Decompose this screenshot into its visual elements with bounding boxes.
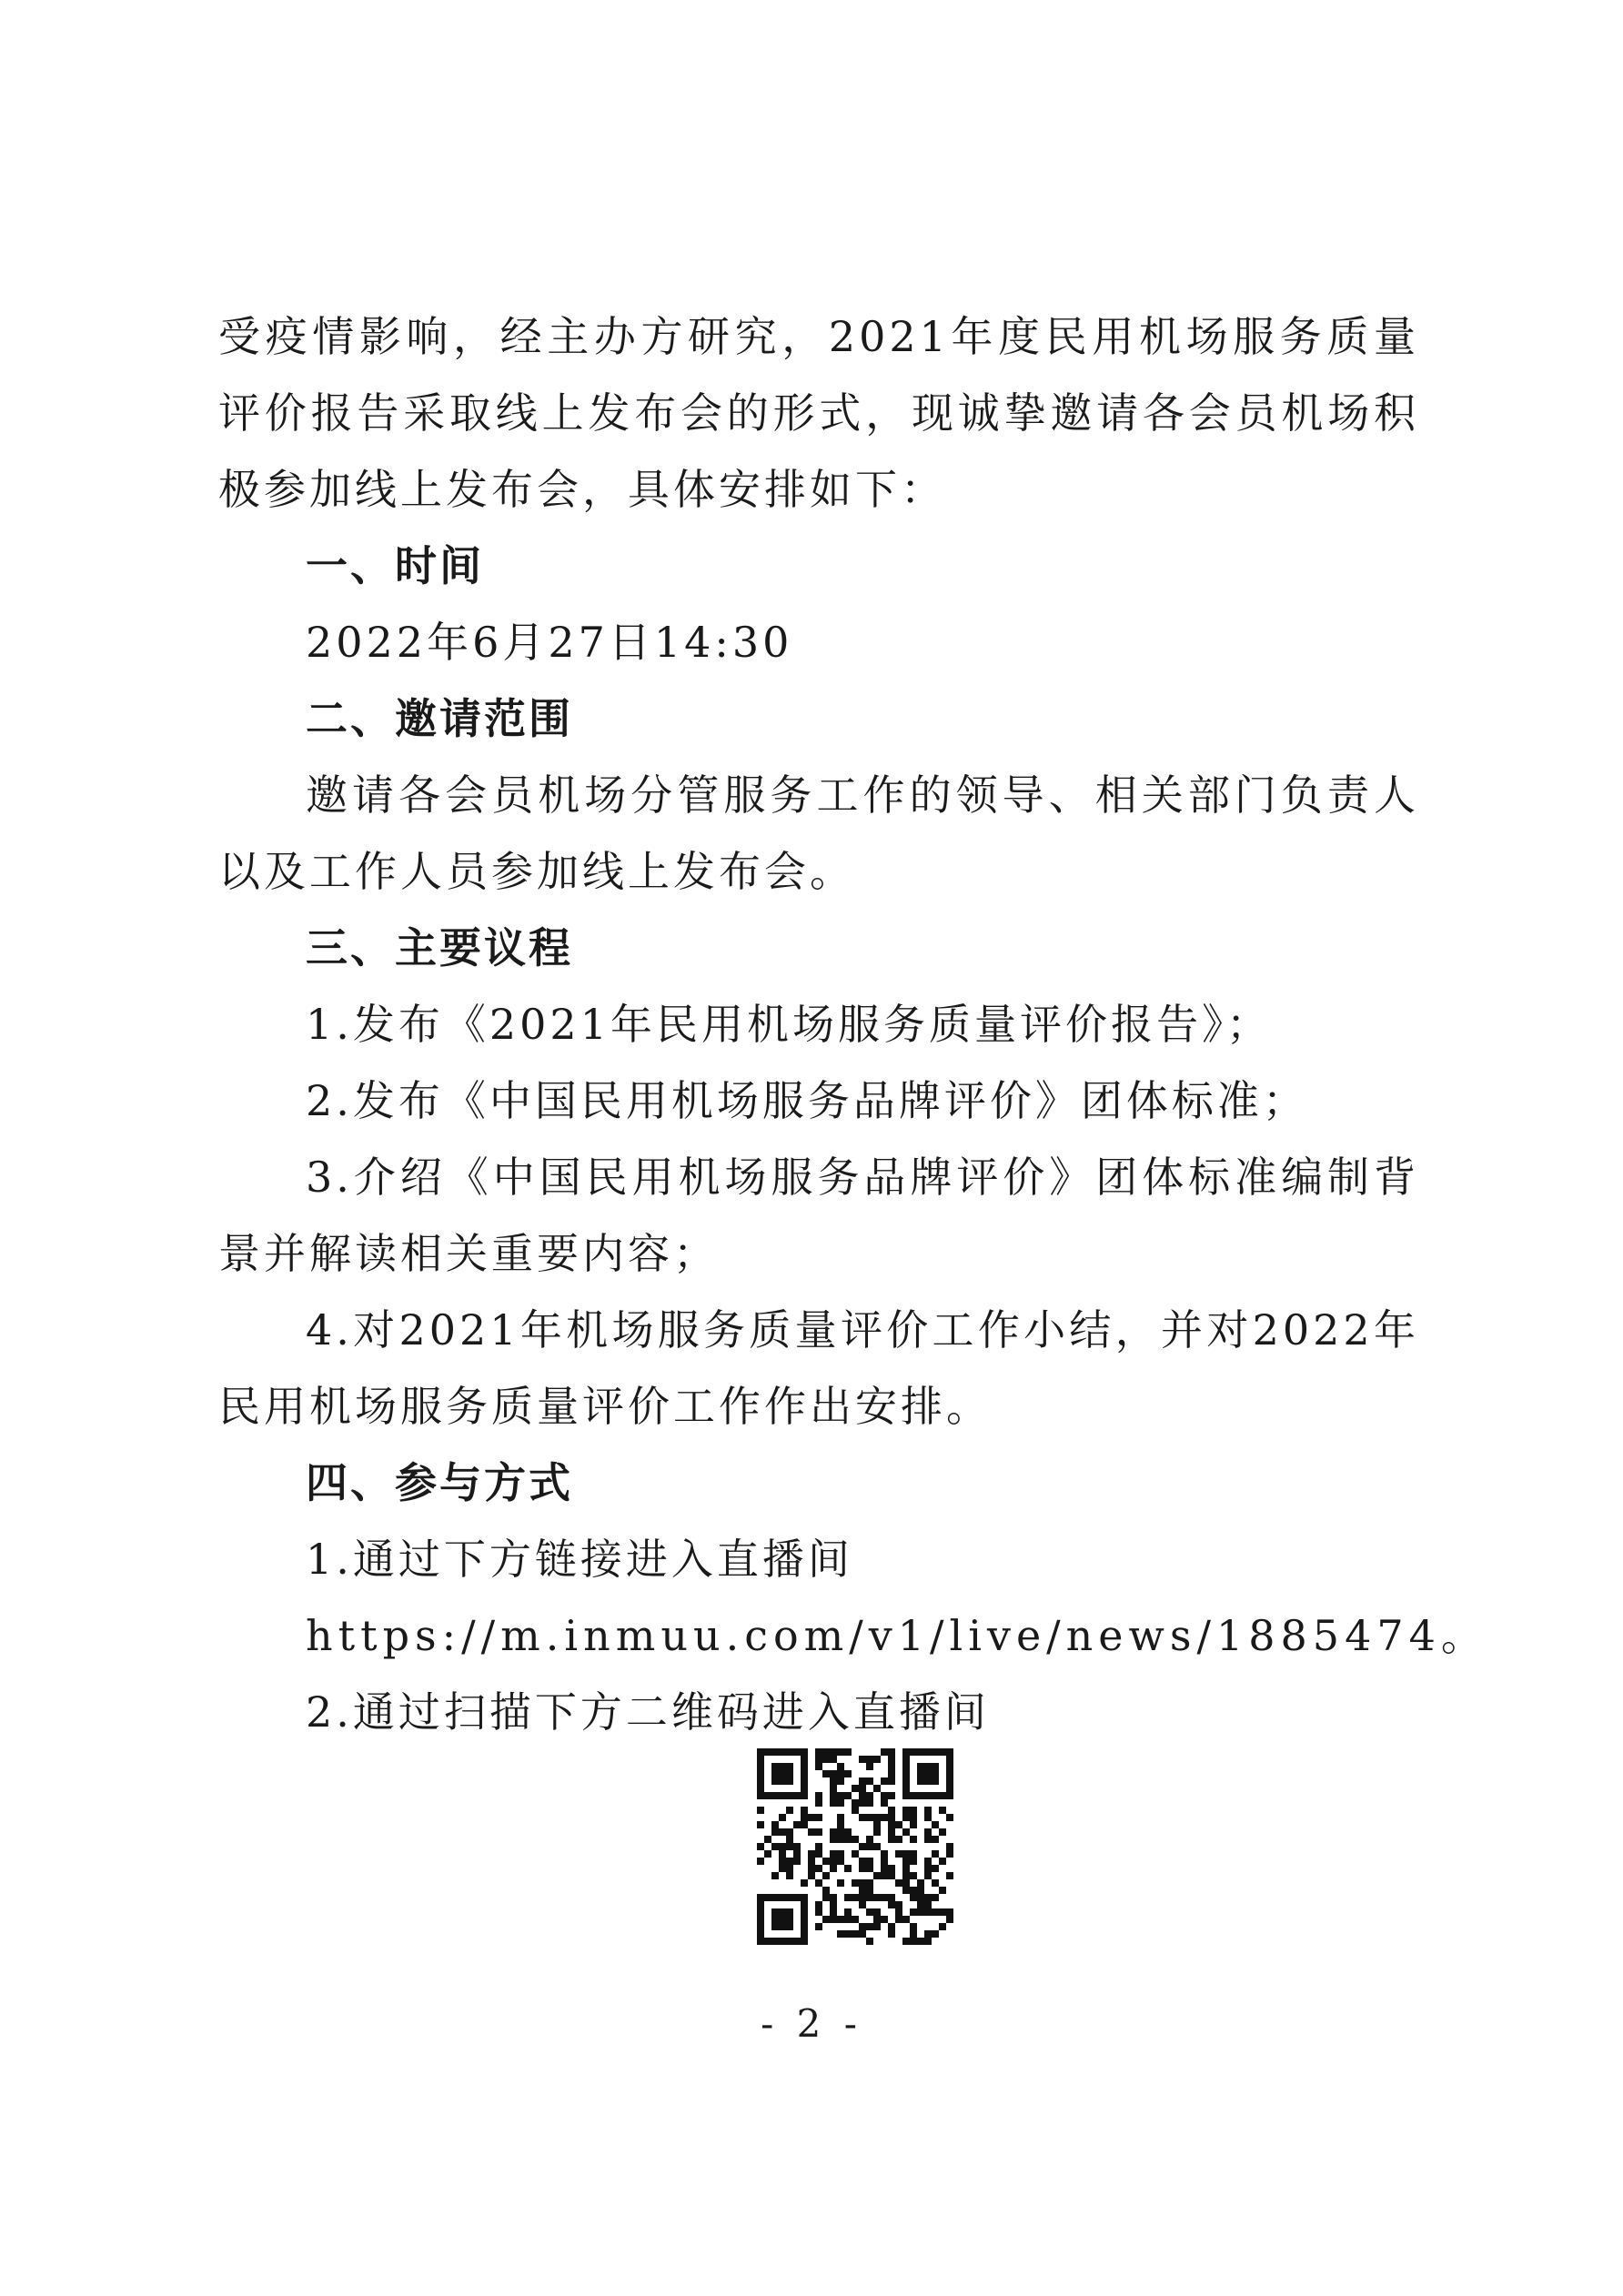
method-item-2: 2.通过扫描下方二维码进入直播间 [306, 1687, 990, 1737]
section-text-time: 2022年6月27日14:30 [306, 618, 793, 667]
agenda-item-1: 1.发布《2021年民用机场服务质量评价报告》； [306, 1000, 1272, 1049]
document-body [218, 298, 1488, 1750]
live-stream-link[interactable]: https://m.inmuu.com/v1/live/news/1885474。 [306, 1611, 1488, 1660]
section-heading-time: 一、时间 [306, 541, 484, 590]
method-item-1: 1.通过下方链接进入直播间 [306, 1535, 853, 1584]
agenda-item-3: 3.介绍《中国民用机场服务品牌评价》团体标准编制背景并解读相关重要内容； [218, 1153, 1419, 1278]
section-heading-participation: 四、参与方式 [306, 1458, 573, 1507]
section-heading-scope: 二、邀请范围 [306, 694, 573, 743]
intro-paragraph: 受疫情影响，经主办方研究，2021年度民用机场服务质量评价报告采取线上发布会的形式，现诚挚邀请各会员机场积极参加线上发布会，具体安排如下： [218, 312, 1419, 514]
agenda-item-2: 2.发布《中国民用机场服务品牌评价》团体标准； [306, 1076, 1308, 1125]
section-text-scope: 邀请各会员机场分管服务工作的领导、相关部门负责人以及工作人员参加线上发布会。 [218, 770, 1419, 896]
section-heading-agenda: 三、主要议程 [306, 923, 573, 972]
qr-code-image [757, 1748, 953, 1945]
page-number: - 2 - [761, 2001, 862, 2046]
agenda-item-4: 4.对2021年机场服务质量评价工作小结，并对2022年民用机场服务质量评价工作作出安排。 [218, 1305, 1419, 1431]
qr-code-icon [757, 1748, 953, 1945]
